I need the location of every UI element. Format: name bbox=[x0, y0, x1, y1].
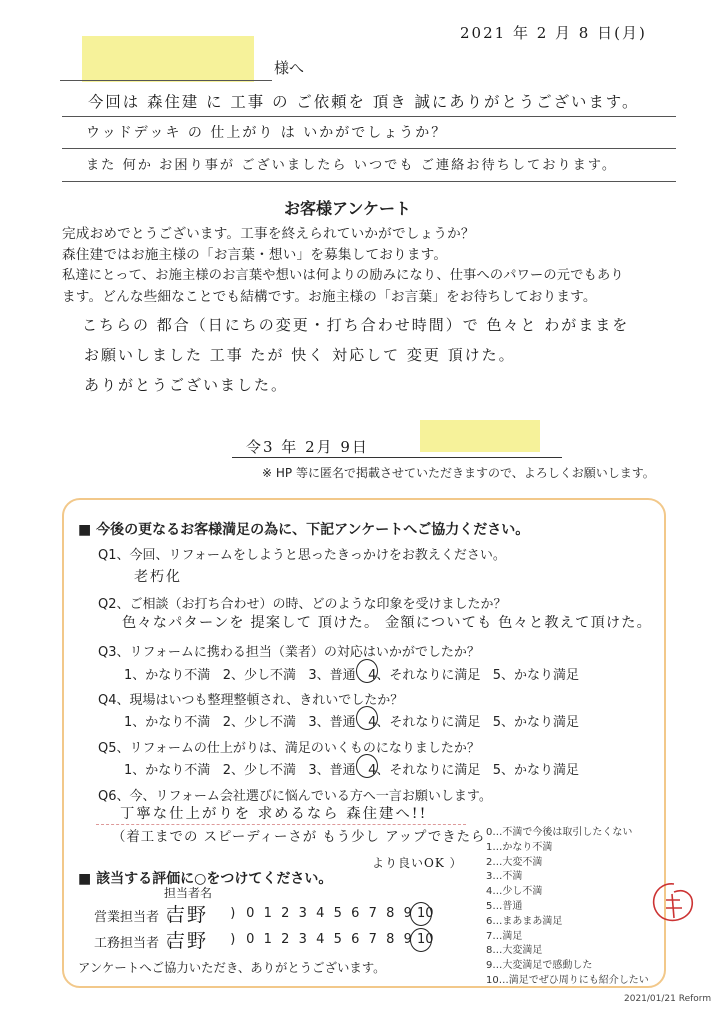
score-7[interactable]: 7 bbox=[368, 906, 377, 921]
sales-role: 営業担当者（ bbox=[94, 910, 173, 925]
comment-line-3: ありがとうございました。 bbox=[84, 376, 289, 394]
legend-item: 2…大変不満 bbox=[486, 856, 543, 868]
score-8[interactable]: 8 bbox=[386, 932, 395, 947]
salutation: 様へ bbox=[274, 59, 305, 77]
legend-item: 1…かなり不満 bbox=[486, 841, 553, 853]
legend-item: 0…不満で今後は取引したくない bbox=[486, 827, 633, 838]
legend-item: 10…満足でぜひ周りにも紹介したい bbox=[486, 974, 649, 986]
survey-title: お客様アンケート bbox=[284, 199, 412, 218]
score-3[interactable]: 3 bbox=[298, 932, 307, 947]
q4-opt-2[interactable]: 2、少し不満 bbox=[222, 715, 296, 730]
thanks-text: アンケートへご協力いただき、ありがとうございます。 bbox=[78, 960, 386, 975]
legend-item: 6…まあまあ満足 bbox=[486, 915, 563, 927]
q5-opt-2[interactable]: 2、少し不満 bbox=[222, 763, 296, 778]
q3-opt-1[interactable]: 1、かなり不満 bbox=[124, 668, 211, 683]
q5-options bbox=[124, 759, 579, 778]
q3: Q3、リフォームに携わる担当（業者）の対応はいかがでしたか？ bbox=[98, 645, 480, 660]
score-6[interactable]: 6 bbox=[351, 932, 360, 947]
sales-name: 吉野 bbox=[166, 904, 209, 926]
q5-opt-3[interactable]: 3、普通 bbox=[308, 763, 356, 778]
score-1[interactable]: 1 bbox=[263, 932, 272, 947]
q3-options bbox=[124, 664, 579, 683]
intro-line-2: 森住建ではお施主様の「お言葉・想い」を募集しております。 bbox=[62, 247, 448, 263]
intro-line-4: ます。どんな些細なことでも結構です。お施主様の「お言葉」をお待ちしております。 bbox=[62, 289, 597, 305]
score-10[interactable]: 10 bbox=[416, 932, 434, 947]
score-10[interactable]: 10 bbox=[416, 906, 434, 921]
score-9[interactable]: 9 bbox=[403, 932, 412, 947]
evaluation-heading: ■ 該当する評価に○をつけてください。 bbox=[78, 871, 333, 887]
q4-opt-1[interactable]: 1、かなり不満 bbox=[124, 715, 211, 730]
score-4[interactable]: 4 bbox=[316, 906, 325, 921]
scale-bracket: ) bbox=[230, 932, 236, 947]
legend-item: 5…普通 bbox=[486, 900, 523, 912]
score-5[interactable]: 5 bbox=[333, 932, 342, 947]
construction-score-circle bbox=[410, 928, 432, 952]
comment-date-underline bbox=[232, 457, 562, 458]
score-9[interactable]: 9 bbox=[403, 906, 412, 921]
sales-scale bbox=[224, 906, 434, 921]
q4: Q4、現場はいつも整理整頓され、きれいでしたか？ bbox=[98, 693, 404, 708]
intro-line-1: 完成おめでとうございます。工事を終えられていかがでしょうか？ bbox=[62, 226, 475, 242]
score-5[interactable]: 5 bbox=[333, 906, 342, 921]
q5: Q5、リフォームの仕上がりは、満足のいくものになりましたか？ bbox=[98, 741, 480, 756]
q1: Q1、今回、リフォームをしようと思ったきっかけをお教えください。 bbox=[98, 548, 506, 563]
q4-options bbox=[124, 711, 579, 730]
letter-rule-3 bbox=[62, 181, 676, 182]
construction-name: 吉野 bbox=[166, 930, 209, 952]
q3-opt-4[interactable]: 4、それなりに満足 bbox=[368, 668, 481, 683]
comment-line-2: お願いしました 工事 たが 快く 対応して 変更 頂けた。 bbox=[84, 346, 516, 364]
staff-header: 担当者名 bbox=[164, 886, 213, 900]
satisfaction-legend bbox=[486, 826, 649, 989]
q5-opt-1[interactable]: 1、かなり不満 bbox=[124, 763, 211, 778]
comment-name-redaction bbox=[420, 420, 540, 452]
construction-role: 工務担当者（ bbox=[94, 936, 173, 951]
score-1[interactable]: 1 bbox=[263, 906, 272, 921]
name-redaction bbox=[82, 36, 254, 82]
score-0[interactable]: 0 bbox=[246, 932, 255, 947]
letter-line-3: また 何か お困り事が ございましたら いつでも ご連絡お待ちしております。 bbox=[86, 158, 618, 173]
footer-version: 2021/01/21 Reform bbox=[624, 994, 712, 1004]
score-3[interactable]: 3 bbox=[298, 906, 307, 921]
letter-rule-2 bbox=[62, 148, 676, 149]
q2: Q2、ご相談（お打ち合わせ）の時、どのような印象を受けましたか？ bbox=[98, 597, 507, 612]
a6-line-1: 丁寧な仕上がりを 求めるなら 森住建へ!! bbox=[120, 806, 428, 822]
comment-line-1: こちらの 都合（日にちの変更・打ち合わせ時間）で 色々と わがままを bbox=[82, 316, 630, 334]
q5-opt-5[interactable]: 5、かなり満足 bbox=[492, 763, 580, 778]
q5-selected-circle bbox=[356, 754, 378, 778]
letter-line-2: ウッドデッキ の 仕上がり は いかがでしょうか？ bbox=[86, 125, 448, 141]
legend-item: 3…不満 bbox=[486, 871, 523, 883]
a6-underline bbox=[96, 824, 466, 825]
q6: Q6、今、リフォーム会社選びに悩んでいる方へ一言お願いします。 bbox=[98, 789, 492, 804]
score-8[interactable]: 8 bbox=[386, 906, 395, 921]
q4-selected-circle bbox=[356, 706, 378, 730]
name-underline bbox=[60, 80, 272, 81]
a6-line-2: （着工までの スピーディーさが もう少し アップできたら bbox=[112, 830, 486, 845]
a6-line-3: より良いOK ） bbox=[372, 856, 463, 870]
q4-opt-3[interactable]: 3、普通 bbox=[308, 715, 356, 730]
signature-stamp bbox=[644, 880, 700, 930]
sales-score-circle bbox=[410, 902, 432, 926]
q4-opt-4[interactable]: 4、それなりに満足 bbox=[368, 715, 481, 730]
q3-opt-5[interactable]: 5、かなり満足 bbox=[492, 668, 580, 683]
q5-opt-4[interactable]: 4、それなりに満足 bbox=[368, 763, 481, 778]
q3-opt-2[interactable]: 2、少し不満 bbox=[222, 668, 296, 683]
legend-item: 4…少し不満 bbox=[486, 886, 543, 898]
q4-opt-5[interactable]: 5、かなり満足 bbox=[492, 715, 580, 730]
q3-selected-circle bbox=[356, 659, 378, 683]
letter-rule-1 bbox=[62, 116, 676, 117]
q3-opt-3[interactable]: 3、普通 bbox=[308, 668, 356, 683]
legend-item: 8…大変満足 bbox=[486, 945, 543, 957]
score-2[interactable]: 2 bbox=[281, 906, 290, 921]
score-2[interactable]: 2 bbox=[281, 932, 290, 947]
score-0[interactable]: 0 bbox=[246, 906, 255, 921]
a1: 老朽化 bbox=[134, 569, 182, 585]
score-6[interactable]: 6 bbox=[351, 906, 360, 921]
scale-bracket: ) bbox=[230, 906, 236, 921]
score-4[interactable]: 4 bbox=[316, 932, 325, 947]
score-7[interactable]: 7 bbox=[368, 932, 377, 947]
a2: 色々なパターンを 提案して 頂けた。 金額についても 色々と教えて頂けた。 bbox=[122, 615, 653, 631]
letter-date: 2021 年 2 月 8 日(月) bbox=[460, 24, 647, 42]
construction-scale bbox=[224, 932, 434, 947]
intro-line-3: 私達にとって、お施主様のお言葉や想いは何よりの励みになり、仕事へのパワーの元でもあり bbox=[62, 268, 624, 283]
legend-item: 7…満足 bbox=[486, 930, 523, 942]
letter-line-1: 今回は 森住建 に 工事 の ご依頼を 頂き 誠にありがとうございます。 bbox=[88, 93, 640, 111]
legend-item: 9…大変満足で感動した bbox=[486, 960, 593, 972]
questionnaire-heading: ■ 今後の更なるお客様満足の為に、下記アンケートへご協力ください。 bbox=[78, 522, 530, 538]
anon-note: ※ HP 等に匿名で掲載させていただきますので、よろしくお願いします。 bbox=[262, 466, 655, 480]
comment-date: 令3 年 2月 9日 bbox=[246, 438, 369, 456]
